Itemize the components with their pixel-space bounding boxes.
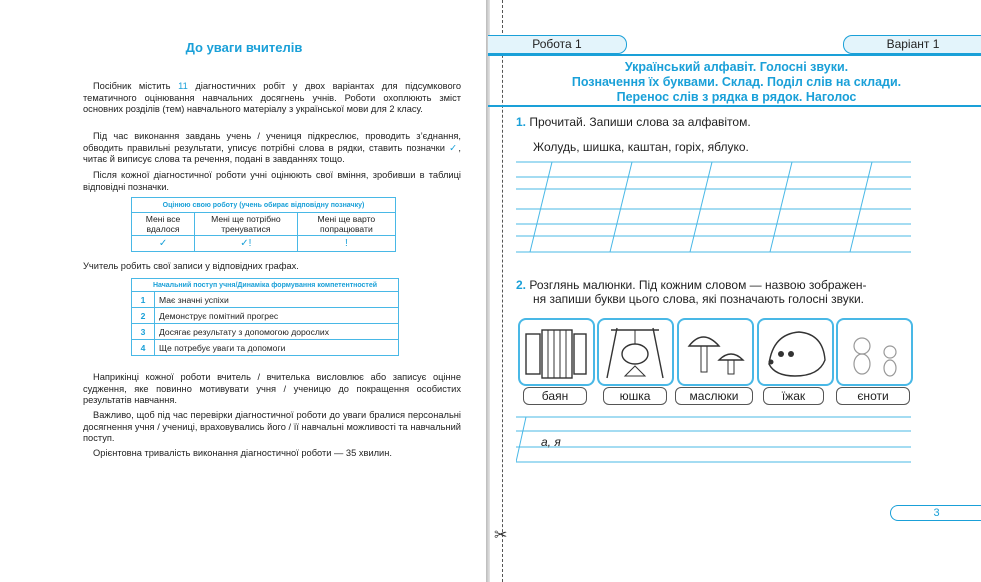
raccoons-icon xyxy=(838,320,911,384)
picture-card-yenoty xyxy=(836,318,913,386)
column-label: Мені ще потрібно тренуватися xyxy=(195,213,298,236)
self-assessment-table xyxy=(131,197,396,252)
progress-header: Начальний поступ учня/Динаміка формування компетентностей xyxy=(132,279,399,292)
teacher-notes-paragraph: Учитель робить свої записи у відповідних графах. xyxy=(83,261,299,271)
progress-table xyxy=(131,278,399,356)
left-page xyxy=(0,0,488,582)
header-rule-top xyxy=(488,54,981,56)
task-1-words: Жолудь, шишка, каштан, горіх, яблуко. xyxy=(533,140,749,154)
picture-card-bayan xyxy=(518,318,595,386)
table-row: 3 Досягає результату з допомогою дорослих xyxy=(132,324,399,340)
cut-line xyxy=(502,0,503,582)
table-row: 4 Ще потребує уваги та допомоги xyxy=(132,340,399,356)
mark-cell: ✓ xyxy=(132,236,195,252)
column-label: Мені ще варто попрацювати xyxy=(297,213,395,236)
writing-lines-2 xyxy=(516,414,911,466)
column-label: Мені все вдалося xyxy=(132,213,195,236)
pot-over-fire-icon xyxy=(599,320,672,384)
writing-lines-1 xyxy=(516,160,911,255)
word-maslyuky: маслюки xyxy=(675,387,753,405)
importance-paragraph: Важливо, щоб під час перевірки діагностичної роботи до уваги бралися персональні досягнення учня / учениці, враховувались його / її навчальні можливості та навчальний поступ. xyxy=(83,410,461,444)
check-icon: ✓ xyxy=(449,142,459,153)
mushrooms-icon xyxy=(679,320,752,384)
left-page-title: До уваги вчителів xyxy=(185,40,303,55)
table-row: 2 Демонструє помітний прогрес xyxy=(132,308,399,324)
word-yizhak: їжак xyxy=(763,387,824,405)
example-answer: а, я xyxy=(541,435,561,449)
table-row: 1 Має значні успіхи xyxy=(132,292,399,308)
variant-label: Варіант 1 xyxy=(843,35,981,54)
picture-card-yizhak xyxy=(757,318,834,386)
self-assessment-paragraph: Після кожної діагностичної роботи учні оцінюють свої вміння, зробивши в таблиці відповідні позначки. xyxy=(83,170,461,192)
mark-cell: ! xyxy=(297,236,395,252)
task-2-prompt: 2. Розглянь малюнки. Під кожним словом — назвою зображен- xyxy=(516,278,867,292)
intro-paragraph: Посібник містить 11 діагностичних робіт у двох варіантах для підсумкового тематичного оцінювання навчальних досягнень учнів. Роботи охоплюють зміст основних розділів (тем) навчального матеріалу з української мови для 2 класу. xyxy=(83,81,461,115)
page-number: 3 xyxy=(890,505,981,521)
word-bayan: баян xyxy=(523,387,587,405)
picture-card-yushka xyxy=(597,318,674,386)
accordion-icon xyxy=(520,320,593,384)
hedgehog-icon xyxy=(759,320,832,384)
header-rule-bottom xyxy=(488,105,981,107)
duration-paragraph: Орієнтовна тривалість виконання діагностичної роботи — 35 хвилин. xyxy=(93,448,392,458)
instructions-paragraph: Під час виконання завдань учень / учениця підкреслює, проводить з’єднання, обводить правильні результати, уписує потрібні слова в рядки, ставить позначки ✓, читає й виписує слова та речення, подані в завданнях тощо. xyxy=(83,131,461,165)
word-yenoty: єноти xyxy=(836,387,910,405)
mark-cell: ✓! xyxy=(195,236,298,252)
work-label: Робота 1 xyxy=(488,35,627,54)
scissors-icon: ✂ xyxy=(494,527,508,544)
self-assessment-header: Оцінюю свою роботу (учень обирає відповідну позначку) xyxy=(132,198,396,213)
task-2-prompt-continued: ня запиши букви цього слова, які позначають голосні звуки. xyxy=(533,292,865,306)
evaluation-paragraph: Наприкінці кожної роботи вчитель / вчителька висловлює або записує оцінне судження, яке повинно мотивувати учня / ученицю до покращення особистих результатів навчання. xyxy=(83,372,461,406)
picture-card-maslyuky xyxy=(677,318,754,386)
word-yushka: юшка xyxy=(603,387,667,405)
work-title: Український алфавіт. Голосні звуки. Позначення їх буквами. Склад. Поділ слів на склади. Перенос слів з рядка в рядок. Наголос xyxy=(571,60,902,104)
task-1-prompt: 1. Прочитай. Запиши слова за алфавітом. xyxy=(516,115,751,129)
